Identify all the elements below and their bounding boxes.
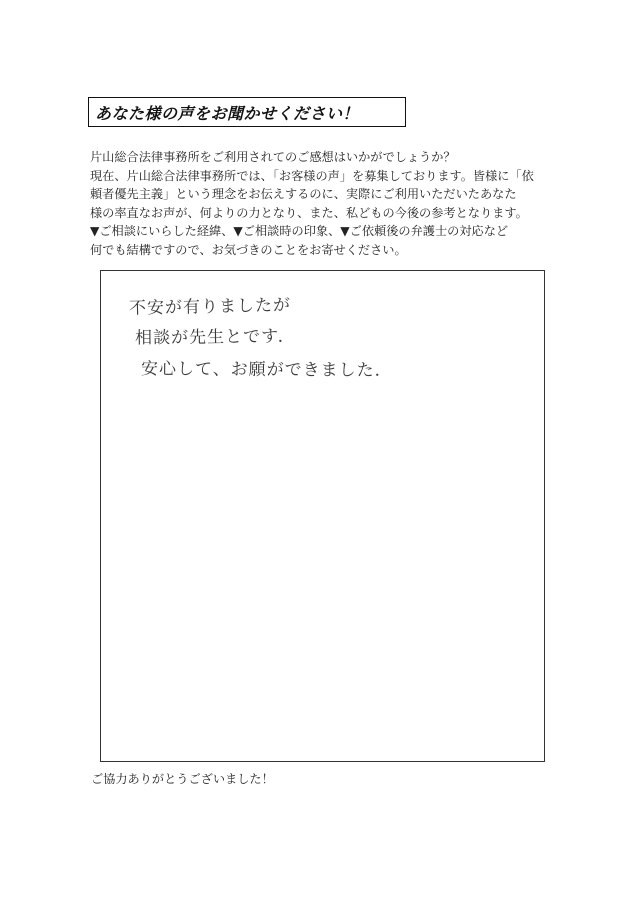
answer-box	[100, 270, 545, 762]
intro-line: 現在、片山総合法律事務所では、「お客様の声」を募集しております。皆様に「依	[90, 168, 534, 183]
handwritten-line: 不安が有りましたが	[128, 295, 292, 319]
intro-line: 様の率直なお声が、何よりの力となり、また、私どもの今後の参考となります。	[90, 205, 528, 220]
handwritten-line: 安心して、お願ができました．	[140, 359, 393, 381]
intro-line: 頼者優先主義」という理念をお伝えするのに、実際にご利用いただいたあなた	[90, 187, 517, 201]
handwritten-answer	[129, 291, 393, 380]
intro-line: ▼ご相談にいらした経緯、▼ご相談時の印象、▼ご依頼後の弁護士の対応など	[90, 224, 509, 238]
title-box	[88, 97, 406, 127]
handwritten-line: 相談が先生とです．	[134, 326, 296, 349]
intro-paragraph	[90, 148, 560, 259]
thanks-message: ご協力ありがとうございました！	[91, 772, 274, 786]
intro-line: 何でも結構ですので、お気づきのことをお寄せください。	[90, 242, 407, 257]
intro-line: 片山総合法律事務所をご利用されてのご感想はいかがでしょうか？	[90, 150, 456, 164]
page-title: あなた様の声をお聞かせください！	[95, 103, 360, 123]
